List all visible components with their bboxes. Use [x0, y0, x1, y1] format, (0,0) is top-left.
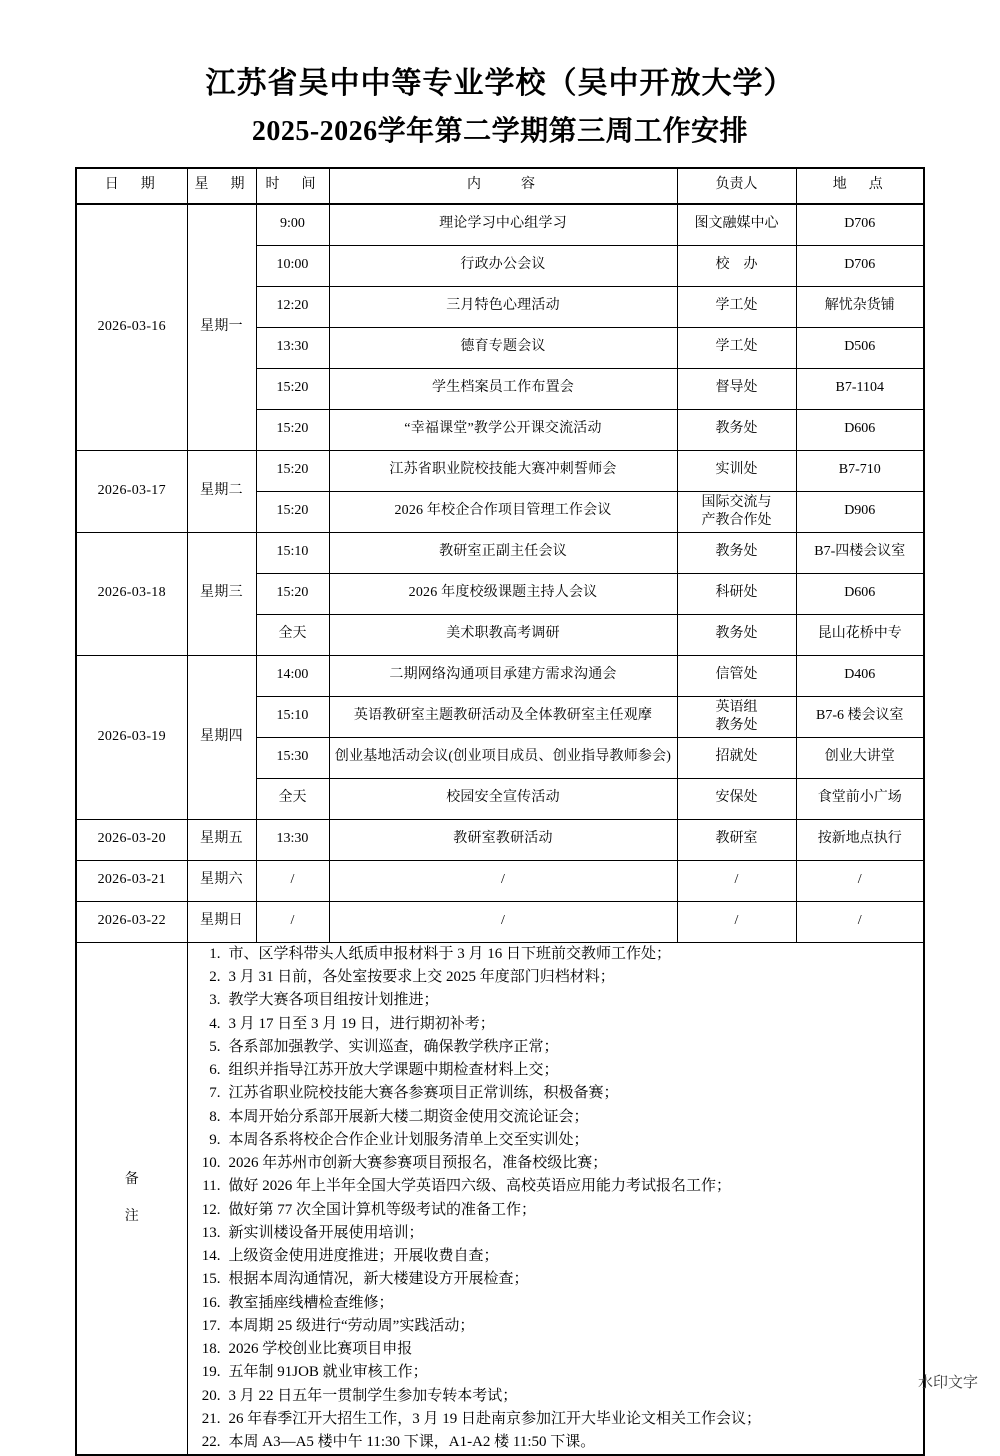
note-text: 做好第 77 次全国计算机等级考试的准备工作；: [228, 1201, 537, 1218]
cell-owner: 校 办: [677, 245, 796, 286]
cell-location: 按新地点执行: [796, 819, 924, 860]
cell-time: 15:30: [256, 737, 329, 778]
cell-location: D506: [796, 327, 924, 368]
cell-location: 解忧杂货铺: [796, 286, 924, 327]
cell-content: 2026 年校企合作项目管理工作会议: [329, 491, 677, 532]
cell-time: 全天: [256, 614, 329, 655]
cell-content: “幸福课堂”教学公开课交流活动: [329, 409, 677, 450]
list-item: [191, 1338, 921, 1361]
list-item: [191, 1222, 921, 1245]
cell-owner: 实训处: [677, 450, 796, 491]
cell-location: D706: [796, 245, 924, 286]
table-row: [76, 655, 924, 696]
table-row: [76, 819, 924, 860]
column-header-time: 时 间: [256, 168, 329, 204]
column-header-content: 内 容: [329, 168, 677, 204]
note-number: 3.: [209, 992, 221, 1009]
cell-date: 2026-03-21: [76, 860, 187, 901]
note-number: 16.: [201, 1294, 221, 1311]
note-number: 5.: [209, 1038, 221, 1055]
note-text: 3 月 17 日至 3 月 19 日，进行期初补考；: [228, 1015, 495, 1032]
list-item: [191, 1268, 921, 1291]
note-text: 3 月 31 日前，各处室按要求上交 2025 年度部门归档材料；: [228, 969, 615, 986]
list-item: [191, 966, 921, 989]
cell-weekday: 星期五: [187, 819, 256, 860]
cell-location: /: [796, 860, 924, 901]
cell-content: 三月特色心理活动: [329, 286, 677, 327]
cell-time: 12:20: [256, 286, 329, 327]
note-text: 上级资金使用进度推进；开展收费自查；: [228, 1248, 499, 1265]
cell-time: /: [256, 901, 329, 942]
note-text: 本周期 25 级进行“劳动周”实践活动；: [228, 1317, 475, 1334]
remark-label-char: 注: [124, 1208, 139, 1224]
note-text: 本周各系将校企合作企业计划服务清单上交至实训处；: [228, 1131, 589, 1148]
cell-owner: 图文融媒中心: [677, 204, 796, 246]
note-number: 10.: [201, 1155, 221, 1172]
note-text: 做好 2026 年上半年全国大学英语四六级、高校英语应用能力考试报名工作；: [228, 1178, 732, 1195]
note-text: 教室插座线槽检查维修；: [228, 1294, 394, 1311]
note-text: 江苏省职业院校技能大赛各参赛项目正常训练，积极备赛；: [228, 1085, 619, 1102]
cell-owner: 科研处: [677, 573, 796, 614]
cell-owner: /: [677, 901, 796, 942]
list-item: [191, 1431, 921, 1454]
cell-owner: 安保处: [677, 778, 796, 819]
cell-owner: 教务处: [677, 409, 796, 450]
cell-content: 行政办公会议: [329, 245, 677, 286]
cell-owner: 教研室: [677, 819, 796, 860]
column-header-date: 日 期: [76, 168, 187, 204]
note-number: 6.: [209, 1062, 221, 1079]
cell-content: 德育专题会议: [329, 327, 677, 368]
note-text: 市、区学科带头人纸质申报材料于 3 月 16 日下班前交教师工作处；: [228, 945, 672, 962]
note-text: 根据本周沟通情况，新大楼建设方开展检查；: [228, 1271, 529, 1288]
cell-weekday: 星期一: [187, 204, 256, 451]
cell-time: 13:30: [256, 819, 329, 860]
column-header-owner: 负责人: [677, 168, 796, 204]
note-number: 9.: [209, 1131, 221, 1148]
remark-notes: [187, 942, 924, 1455]
cell-owner: 教务处: [677, 532, 796, 573]
cell-date: 2026-03-16: [76, 204, 187, 451]
note-text: 本周 A3—A5 楼中午 11:30 下课，A1-A2 楼 11:50 下课。: [228, 1434, 596, 1451]
note-number: 14.: [201, 1248, 221, 1265]
note-text: 各系部加强教学、实训巡查，确保教学秩序正常；: [228, 1038, 559, 1055]
cell-owner: 督导处: [677, 368, 796, 409]
cell-owner: 学工处: [677, 286, 796, 327]
cell-location: D706: [796, 204, 924, 246]
note-number: 11.: [202, 1178, 221, 1195]
note-number: 12.: [201, 1201, 221, 1218]
cell-time: 15:20: [256, 368, 329, 409]
cell-time: 9:00: [256, 204, 329, 246]
cell-location: 创业大讲堂: [796, 737, 924, 778]
table-header: [76, 168, 924, 204]
cell-owner: 信管处: [677, 655, 796, 696]
cell-content: 教研室正副主任会议: [329, 532, 677, 573]
note-text: 2026 学校创业比赛项目申报: [228, 1341, 413, 1358]
cell-owner: 国际交流与 产教合作处: [677, 491, 796, 532]
table-body: [76, 204, 924, 1456]
table-row: [76, 532, 924, 573]
cell-time: 15:20: [256, 450, 329, 491]
cell-location: D606: [796, 409, 924, 450]
cell-location: 食堂前小广场: [796, 778, 924, 819]
note-number: 18.: [201, 1341, 221, 1358]
table-row: [76, 860, 924, 901]
cell-time: 全天: [256, 778, 329, 819]
cell-location: D906: [796, 491, 924, 532]
cell-location: D406: [796, 655, 924, 696]
list-item: [191, 1059, 921, 1082]
list-item: [191, 1292, 921, 1315]
cell-owner: 学工处: [677, 327, 796, 368]
cell-content: 美术职教高考调研: [329, 614, 677, 655]
list-item: [191, 1129, 921, 1152]
cell-content: 英语教研室主题教研活动及全体教研室主任观摩: [329, 696, 677, 737]
cell-time: 14:00: [256, 655, 329, 696]
list-item: [191, 943, 921, 966]
cell-location: B7-6 楼会议室: [796, 696, 924, 737]
column-header-location: 地 点: [796, 168, 924, 204]
list-item: [191, 1245, 921, 1268]
cell-time: /: [256, 860, 329, 901]
cell-content: 二期网络沟通项目承建方需求沟通会: [329, 655, 677, 696]
cell-date: 2026-03-20: [76, 819, 187, 860]
note-number: 22.: [201, 1434, 221, 1451]
cell-content: 2026 年度校级课题主持人会议: [329, 573, 677, 614]
note-text: 3 月 22 日五年一贯制学生参加专转本考试；: [228, 1387, 518, 1404]
page-title: 江苏省吴中中等专业学校（吴中开放大学）: [205, 67, 795, 100]
note-text: 26 年春季江开大招生工作，3 月 19 日赴南京参加江开大毕业论文相关工作会议；: [228, 1410, 762, 1427]
note-text: 新实训楼设备开展使用培训；: [228, 1224, 424, 1241]
note-text: 教学大赛各项目组按计划推进；: [228, 992, 439, 1009]
list-item: [191, 1152, 921, 1175]
list-item: [191, 1036, 921, 1059]
cell-weekday: 星期日: [187, 901, 256, 942]
cell-time: 15:20: [256, 409, 329, 450]
remark-label: [76, 942, 187, 1455]
note-text: 组织并指导江苏开放大学课题中期检查材料上交；: [228, 1062, 559, 1079]
cell-content: 教研室教研活动: [329, 819, 677, 860]
cell-content: 理论学习中心组学习: [329, 204, 677, 246]
cell-owner: 教务处: [677, 614, 796, 655]
note-text: 2026 年苏州市创新大赛参赛项目预报名，准备校级比赛；: [228, 1155, 608, 1172]
cell-date: 2026-03-22: [76, 901, 187, 942]
remark-row: [76, 942, 924, 1455]
note-number: 19.: [201, 1364, 221, 1381]
cell-weekday: 星期三: [187, 532, 256, 655]
remark-label-char: 备: [124, 1172, 139, 1188]
list-item: [191, 1385, 921, 1408]
cell-content: 学生档案员工作布置会: [329, 368, 677, 409]
weekly-schedule-table: [75, 167, 925, 1456]
note-text: 五年制 91JOB 就业审核工作；: [228, 1364, 428, 1381]
cell-owner: 英语组 教务处: [677, 696, 796, 737]
table-row: [76, 204, 924, 246]
note-number: 4.: [209, 1015, 221, 1032]
cell-owner: 招就处: [677, 737, 796, 778]
cell-owner: /: [677, 860, 796, 901]
column-header-weekday: 星 期: [187, 168, 256, 204]
cell-time: 15:10: [256, 696, 329, 737]
cell-time: 13:30: [256, 327, 329, 368]
cell-date: 2026-03-19: [76, 655, 187, 819]
cell-content: /: [329, 901, 677, 942]
watermark-text: 水印文字: [917, 1374, 978, 1391]
note-number: 8.: [209, 1108, 221, 1125]
list-item: [191, 1082, 921, 1105]
cell-time: 15:20: [256, 573, 329, 614]
list-item: [191, 989, 921, 1012]
cell-location: B7-710: [796, 450, 924, 491]
list-item: [191, 1408, 921, 1431]
cell-location: D606: [796, 573, 924, 614]
cell-weekday: 星期二: [187, 450, 256, 532]
note-text: 本周开始分系部开展新大楼二期资金使用交流论证会；: [228, 1108, 589, 1125]
cell-content: 创业基地活动会议(创业项目成员、创业指导教师参会): [329, 737, 677, 778]
table-row: [76, 901, 924, 942]
cell-content: /: [329, 860, 677, 901]
note-number: 2.: [209, 969, 221, 986]
document-title-block: [0, 0, 1000, 153]
list-item: [191, 1106, 921, 1129]
list-item: [191, 1199, 921, 1222]
note-number: 21.: [201, 1410, 221, 1427]
note-number: 7.: [209, 1085, 221, 1102]
cell-location: B7-1104: [796, 368, 924, 409]
list-item: [191, 1013, 921, 1036]
cell-location: /: [796, 901, 924, 942]
cell-weekday: 星期六: [187, 860, 256, 901]
cell-time: 15:10: [256, 532, 329, 573]
page-subtitle: 2025-2026学年第二学期第三周工作安排: [251, 115, 749, 147]
list-item: [191, 1361, 921, 1384]
note-number: 15.: [201, 1271, 221, 1288]
cell-content: 校园安全宣传活动: [329, 778, 677, 819]
cell-weekday: 星期四: [187, 655, 256, 819]
note-number: 20.: [201, 1387, 221, 1404]
cell-time: 10:00: [256, 245, 329, 286]
note-number: 13.: [201, 1224, 221, 1241]
list-item: [191, 1175, 921, 1198]
cell-location: B7-四楼会议室: [796, 532, 924, 573]
table-header-row: [76, 168, 924, 204]
cell-date: 2026-03-17: [76, 450, 187, 532]
table-row: [76, 450, 924, 491]
note-number: 1.: [209, 945, 221, 962]
cell-date: 2026-03-18: [76, 532, 187, 655]
cell-content: 江苏省职业院校技能大赛冲刺誓师会: [329, 450, 677, 491]
note-number: 17.: [201, 1317, 221, 1334]
list-item: [191, 1315, 921, 1338]
cell-location: 昆山花桥中专: [796, 614, 924, 655]
cell-time: 15:20: [256, 491, 329, 532]
notes-list: [191, 943, 921, 1455]
